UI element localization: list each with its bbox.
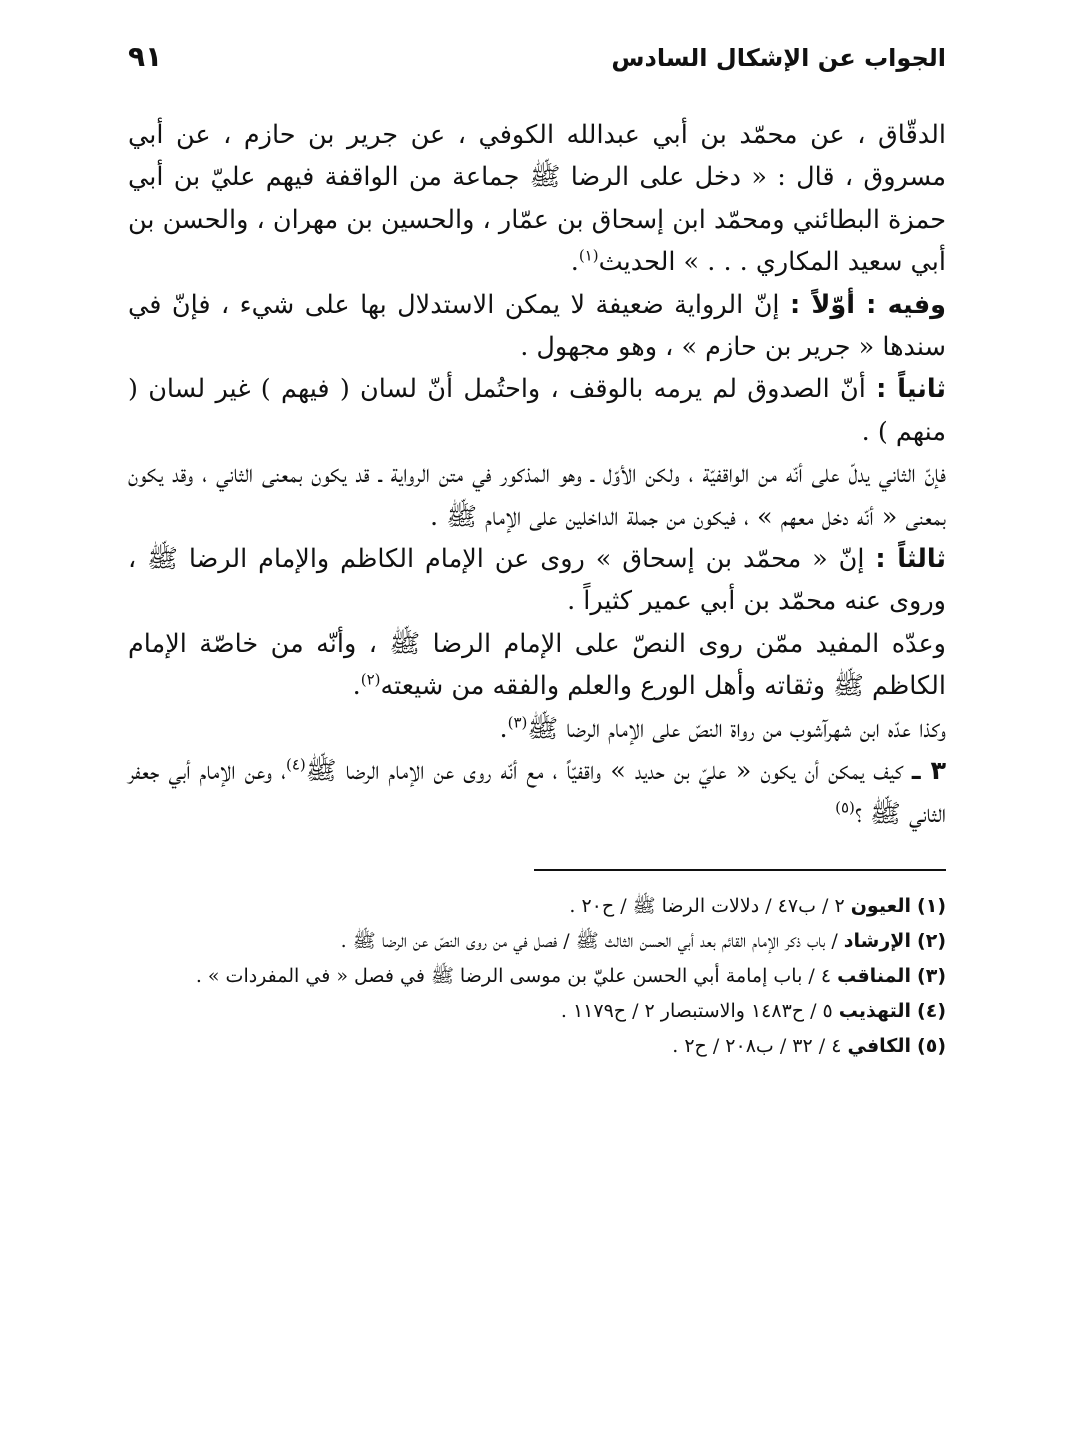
footnotes bbox=[128, 889, 946, 1064]
paragraph-8-mid: ، وعن الإمام أبي جعفر الثاني ﷺ ؟ bbox=[128, 756, 946, 829]
paragraph-8-lead: ٣ ـ bbox=[911, 756, 947, 787]
chapter-title: الجواب عن الإشكال السادس bbox=[611, 44, 946, 72]
paragraph-8 bbox=[128, 750, 946, 835]
paragraph-2-text: إنّ الرواية ضعيفة لا يمكن الاستدلال بها على شيء ، فإنّ في سندها « جرير بن حازم » ، وهو مجهول . bbox=[128, 289, 946, 363]
paragraph-4-text: فإنّ الثاني يدلّ على أنّه من الواقفيّة ، ولكن الأوّل ـ وهو المذكور في متن الرواية ـ قد يكون بمعنى الثاني ، وقد يكون بمعنى « أنّه دخل معهم » ، فيكون من جملة الداخلين على الإمام ﷺ . bbox=[128, 459, 946, 532]
paragraph-7-text: وكذا عدّه ابن شهرآشوب من رواة النصّ على الإمام الرضا ﷺ bbox=[527, 713, 946, 744]
footnote-2 bbox=[128, 924, 946, 959]
footnote-1 bbox=[128, 889, 946, 924]
paragraph-2 bbox=[128, 284, 946, 369]
footnote-ref-4[interactable]: (٤) bbox=[285, 755, 306, 774]
footnote-source: الكافي bbox=[847, 1034, 911, 1057]
paragraph-5-text: إنّ « محمّد بن إسحاق » روى عن الإمام الكاظم والإمام الرضا ﷺ ، وروى عنه محمّد بن أبي عمير كثيراً . bbox=[128, 544, 946, 617]
paragraph-8-text: كيف يمكن أن يكون « عليّ بن حديد » واقفيّاً ، مع أنّه روى عن الإمام الرضا ﷺ bbox=[305, 756, 912, 787]
paragraph-1 bbox=[128, 114, 946, 284]
footnote-3 bbox=[128, 959, 946, 994]
footnote-number: (٥) bbox=[917, 1034, 946, 1057]
footnote-ref-3[interactable]: (٣) bbox=[507, 713, 528, 732]
paragraph-6 bbox=[128, 623, 946, 708]
footnote-source: المناقب bbox=[837, 964, 911, 987]
footnote-source: الإرشاد bbox=[843, 929, 911, 952]
running-head bbox=[128, 40, 946, 80]
footnote-divider bbox=[534, 869, 946, 871]
footnote-text: ٤ / ٣٢ / ب٢٠٨ / ح٢ . bbox=[672, 1034, 848, 1057]
paragraph-6-text: وعدّه المفيد ممّن روى النصّ على الإمام الرضا ﷺ ، وأنّه من خاصّة الإمام الكاظم ﷺ وثقاته وأهل الورع والعلم والفقه من شيعته bbox=[128, 628, 946, 702]
paragraph-4 bbox=[128, 453, 946, 538]
footnote-text: ٥ / ح١٤٨٣ والاستبصار ٢ / ح١١٧٩ . bbox=[560, 999, 839, 1022]
main-text bbox=[128, 114, 946, 835]
footnote-5 bbox=[128, 1029, 946, 1064]
footnote-source: التهذيب bbox=[838, 999, 911, 1022]
footnote-source: العيون bbox=[850, 894, 911, 917]
paragraph-1-text: الدقّاق ، عن محمّد بن أبي عبدالله الكوفي ، عن جرير بن حازم ، عن أبي مسروق ، قال : « دخل على الرضا ﷺ جماعة من الواقفة فيهم عليّ بن أبي حمزة البطائني ومحمّد ابن إسحاق بن عمّار ، والحسين بن مهران ، والحسن بن أبي سعيد المكاري . . . » الحديث bbox=[128, 120, 946, 278]
footnote-ref-2[interactable]: (٢) bbox=[360, 670, 381, 689]
footnote-4 bbox=[128, 994, 946, 1029]
page-number: ٩١ bbox=[128, 40, 163, 73]
footnote-text: ٤ / باب إمامة أبي الحسن عليّ بن موسى الرضا ﷺ في فصل « في المفردات » . bbox=[195, 964, 838, 987]
footnote-number: (١) bbox=[917, 894, 946, 917]
paragraph-7 bbox=[128, 708, 946, 750]
paragraph-7-end: . bbox=[499, 713, 508, 744]
paragraph-5 bbox=[128, 538, 946, 623]
footnote-text: ٢ / ب٤٧ / دلالات الرضا ﷺ / ح٢٠ . bbox=[569, 894, 851, 917]
paragraph-2-lead: وفيه : أوّلاً : bbox=[789, 289, 946, 320]
footnote-text: / باب ذكر الإمام القائم بعد أبي الحسن الثالث ﷺ / فصل في من روى النصّ عن الرضا ﷺ . bbox=[340, 929, 844, 952]
footnote-number: (٢) bbox=[917, 929, 946, 952]
footnote-number: (٤) bbox=[917, 999, 946, 1022]
paragraph-3-lead: ثانياً : bbox=[876, 374, 946, 405]
footnote-ref-5[interactable]: (٥) bbox=[835, 798, 855, 816]
paragraph-3-text: أنّ الصدوق لم يرمه بالوقف ، واحتُمل أنّ لسان ( فيهم ) غير لسان ( منهم ) . bbox=[128, 374, 946, 447]
footnote-number: (٣) bbox=[917, 964, 946, 987]
paragraph-3 bbox=[128, 368, 946, 453]
paragraph-6-end: . bbox=[352, 671, 361, 702]
paragraph-1-end: . bbox=[570, 247, 579, 278]
footnote-ref-1[interactable]: (١) bbox=[578, 246, 599, 265]
paragraph-5-lead: ثالثاً : bbox=[875, 544, 946, 575]
